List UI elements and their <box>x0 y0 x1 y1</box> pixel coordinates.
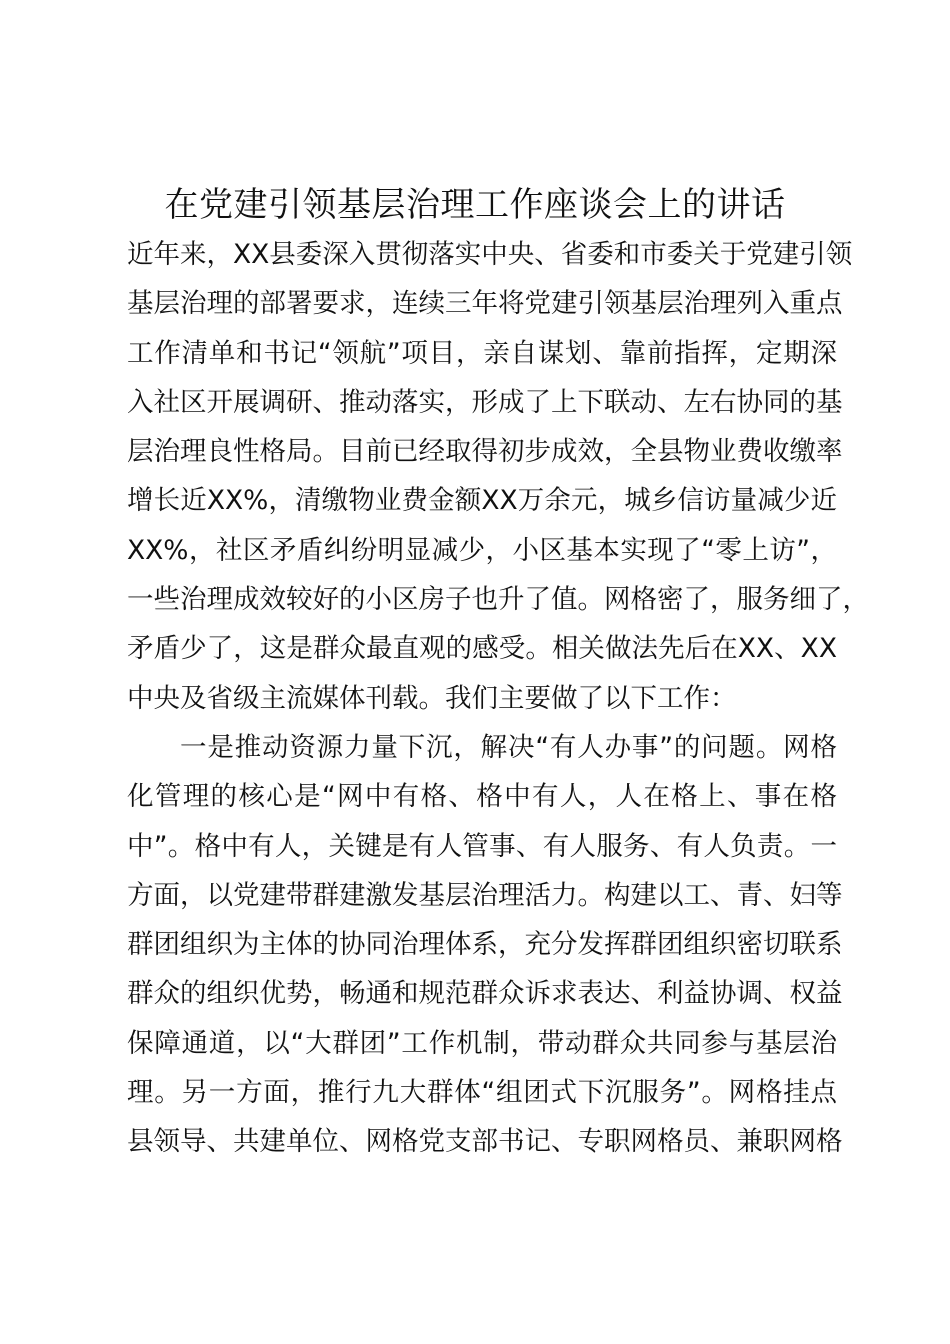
paragraph-first-point <box>127 723 843 1167</box>
paragraph-line: 群众的组织优势，畅通和规范群众诉求表达、利益协调、权益 <box>127 978 843 1010</box>
document-body <box>127 230 869 1167</box>
paragraph-line: 层治理良性格局。目前已经取得初步成效，全县物业费收缴率 <box>127 436 843 468</box>
paragraph-intro <box>127 230 869 723</box>
paragraph-line: 入社区开展调研、推动落实，形成了上下联动、左右协同的基 <box>127 386 843 418</box>
document-title: 在党建引领基层治理工作座谈会上的讲话 <box>164 185 786 225</box>
paragraph-line: 工作清单和书记“领航”项目，亲自谋划、靠前指挥，定期深 <box>127 337 837 369</box>
paragraph-line: 县领导、共建单位、网格党支部书记、专职网格员、兼职网格 <box>127 1126 843 1158</box>
paragraph-line: 一是推动资源力量下沉，解决“有人办事”的问题。网格 <box>180 731 837 763</box>
paragraph-line: 一些治理成效较好的小区房子也升了值。网格密了，服务细了， <box>127 584 869 616</box>
paragraph-line: 保障通道，以“大群团”工作机制，带动群众共同参与基层治 <box>127 1027 837 1059</box>
paragraph-line: 理。另一方面，推行九大群体“组团式下沉服务”。网格挂点 <box>127 1077 837 1109</box>
paragraph-line: 矛盾少了，这是群众最直观的感受。相关做法先后在XX、XX <box>127 633 837 665</box>
paragraph-line: XX%，社区矛盾纠纷明显减少，小区基本实现了“零上访”， <box>127 534 837 566</box>
paragraph-line: 基层治理的部署要求，连续三年将党建引领基层治理列入重点 <box>127 288 843 320</box>
paragraph-line: 近年来，XX县委深入贯彻落实中央、省委和市委关于党建引领 <box>127 239 853 270</box>
paragraph-line: 群团组织为主体的协同治理体系，充分发挥群团组织密切联系 <box>127 929 843 961</box>
paragraph-line: 增长近XX%，清缴物业费金额XX万余元，城乡信访量减少近 <box>127 485 837 517</box>
paragraph-line: 方面，以党建带群建激发基层治理活力。构建以工、青、妇等 <box>127 879 843 911</box>
paragraph-line: 中”。格中有人，关键是有人管事、有人服务、有人负责。一 <box>127 830 837 862</box>
paragraph-line: 化管理的核心是“网中有格、格中有人，人在格上、事在格 <box>127 781 837 813</box>
paragraph-line: 中央及省级主流媒体刊载。我们主要做了以下工作： <box>127 682 737 714</box>
